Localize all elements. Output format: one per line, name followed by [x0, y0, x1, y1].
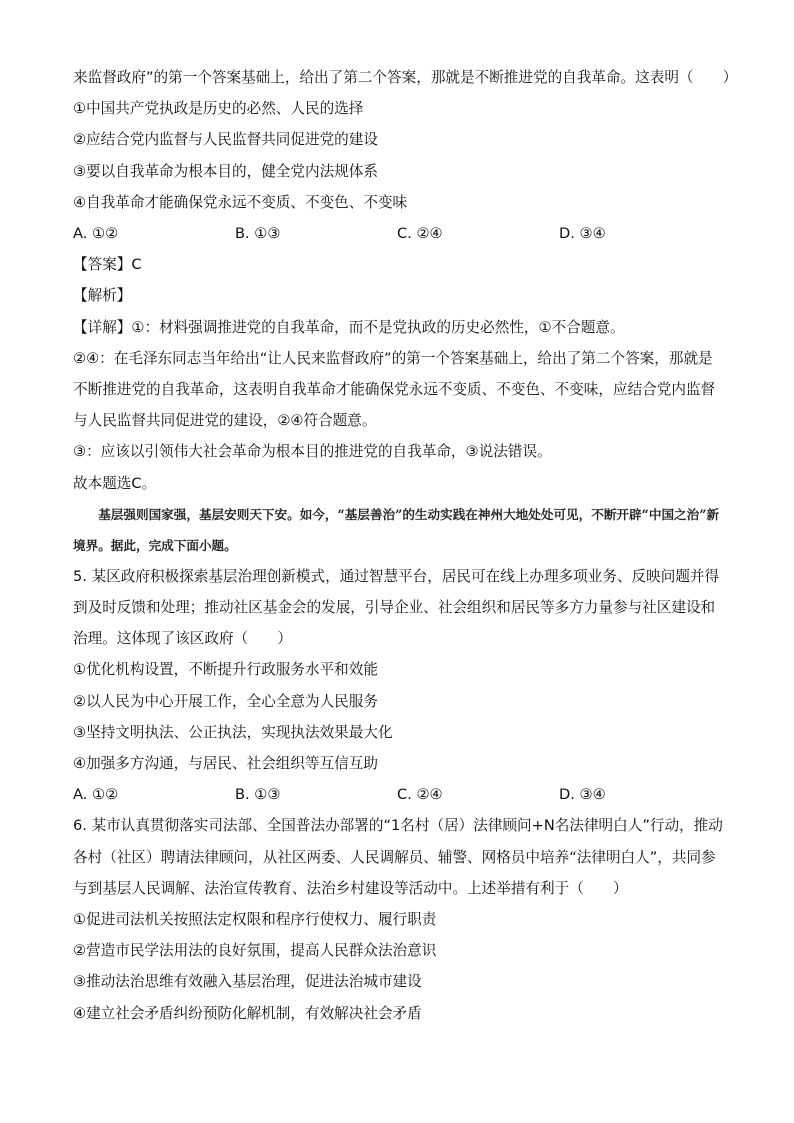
- q5-option-b: B. ①③: [235, 786, 281, 804]
- q4-analysis-line: ②④：在毛泽东同志当年给出“让人民来监督政府”的第一个答案基础上，给出了第二个答案，那就是不断推进党的自我革命，这表明自我革命才能确保党永远不变质、不变色、不变味，应结合党内监督与人民监督共同促进党的建设，②④符合题意。: [73, 349, 716, 430]
- reading-material: 基层强则国家强，基层安则天下安。如今，“基层善治”的生动实践在神州大地处处可见，不断开辟“中国之治”新境界。据此，完成下面小题。: [73, 506, 720, 553]
- q5-item: ④加强多方沟通，与居民、社会组织等互信互助: [73, 755, 378, 773]
- q4-option-d: D. ③④: [559, 225, 606, 243]
- q4-item: ②应结合党内监督与人民监督共同促进党的建设: [73, 131, 378, 149]
- q4-analysis-label: 【解析】: [73, 287, 132, 305]
- q5-item: ①优化机构设置，不断提升行政服务水平和效能: [73, 661, 378, 679]
- q4-stem-tail: 来监督政府”的第一个答案基础上，给出了第二个答案，那就是不断推进党的自我革命。这表明（ ）: [73, 69, 738, 86]
- q5-option-c: C. ②④: [397, 786, 443, 804]
- q4-item: ①中国共产党执政是历史的必然、人民的选择: [73, 100, 364, 118]
- q4-option-a: A. ①②: [73, 225, 119, 243]
- q5-stem: 5. 某区政府积极探索基层治理创新模式，通过智慧平台，居民可在线上办理多项业务、反映问题并得到及时反馈和处理；推动社区基金会的发展，引导企业、社会组织和居民等多方力量参与社区建设和治理。这体现了该区政府（ ）: [73, 567, 720, 648]
- exam-page: [73, 62, 738, 1029]
- q4-option-b: B. ①③: [235, 225, 281, 243]
- q4-item: ④自我革命才能确保党永远不变质、不变色、不变味: [73, 193, 408, 211]
- q4-answer: 【答案】C: [73, 256, 142, 274]
- q6-item: ③推动法治思维有效融入基层治理，促进法治城市建设: [73, 973, 422, 991]
- q5-option-d: D. ③④: [559, 786, 606, 804]
- q5-option-a: A. ①②: [73, 786, 119, 804]
- q6-item: ②营造市民学法用法的良好氛围，提高人民群众法治意识: [73, 942, 437, 960]
- q6-item: ①促进司法机关按照法定权限和程序行使权力、履行职责: [73, 911, 437, 929]
- q6-stem: 6. 某市认真贯彻落实司法部、全国普法办部署的“1名村（居）法律顾问+N名法律明白人”行动，推动各村（社区）聘请法律顾问，从社区两委、人民调解员、辅警、网格员中培养“法律明白人”，共同参与到基层人民调解、法治宣传教育、法治乡村建设等活动中。上述举措有利于（ ）: [73, 817, 723, 897]
- q4-options: [73, 218, 723, 249]
- q4-analysis-line: 【详解】①：材料强调推进党的自我革命，而不是党执政的历史必然性，①不合题意。: [73, 318, 625, 336]
- q4-analysis-line: ③：应该以引领伟大社会革命为根本目的推进党的自我革命，③说法错误。: [73, 443, 552, 461]
- q6-item: ④建立社会矛盾纠纷预防化解机制，有效解决社会矛盾: [73, 1004, 422, 1022]
- q4-item: ③要以自我革命为根本目的，健全党内法规体系: [73, 162, 378, 180]
- q4-option-c: C. ②④: [397, 225, 443, 243]
- q4-analysis-conclusion: 故本题选C。: [73, 474, 157, 492]
- q5-item: ③坚持文明执法、公正执法，实现执法效果最大化: [73, 723, 393, 741]
- q5-item: ②以人民为中心开展工作，全心全意为人民服务: [73, 692, 378, 710]
- q5-options: [73, 779, 723, 810]
